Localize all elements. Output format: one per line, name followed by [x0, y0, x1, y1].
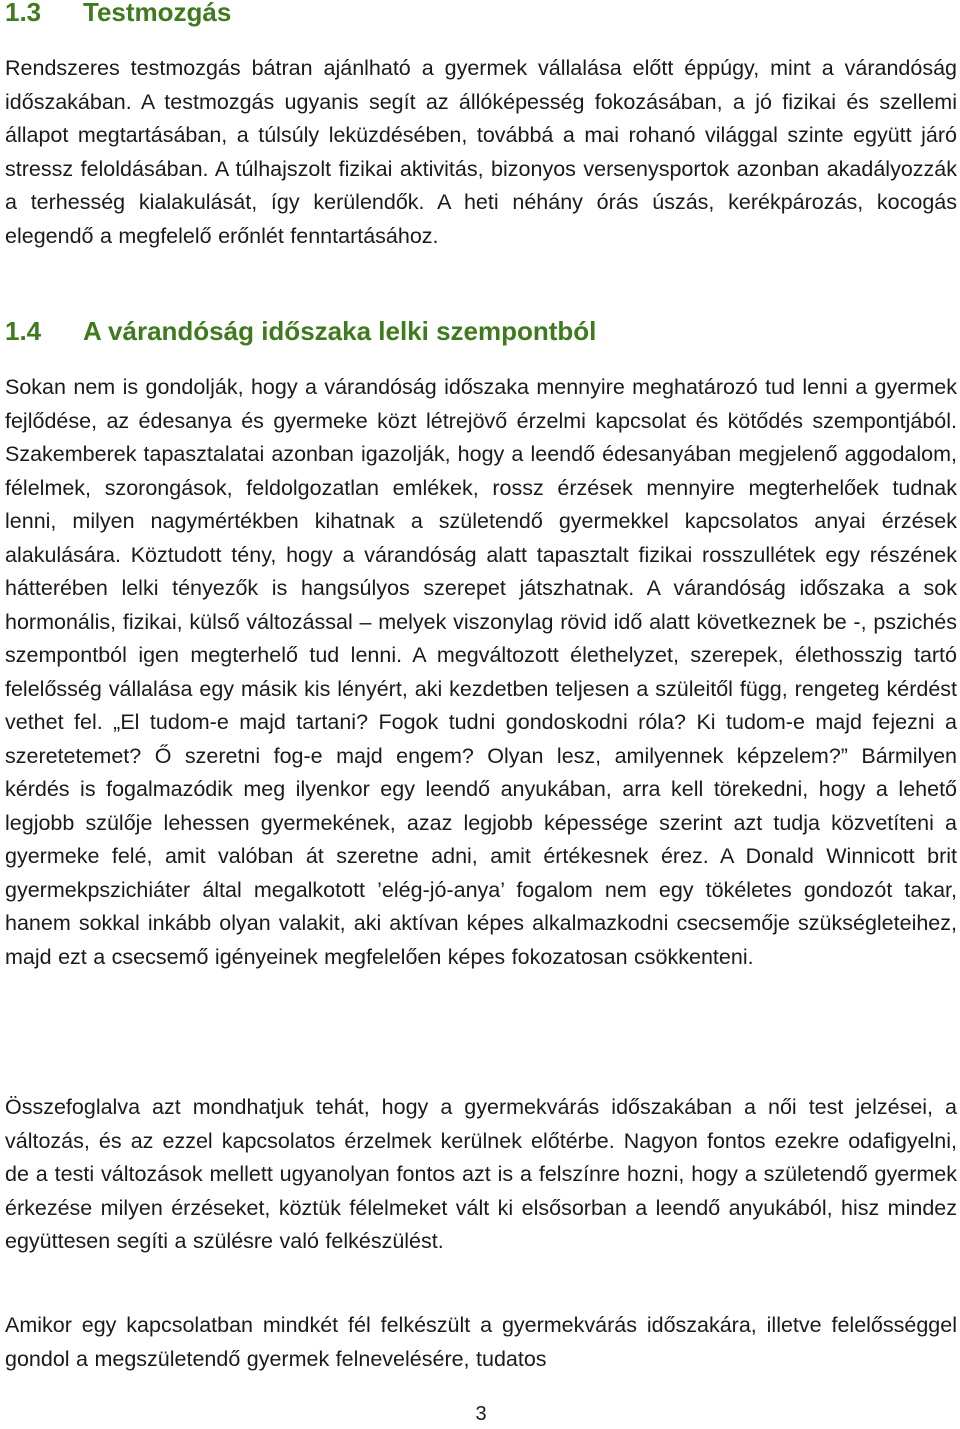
paragraph-lelki-2: Összefoglalva azt mondhatjuk tehát, hogy a gyermekvárás időszakában a női test jelzései, a változás, és az ezzel kapcsolatos érzelmek kerülnek előtérbe. Nagyon fontos ezekre odafigyelni, de a testi változások mellett ugyanolyan fontos azt is a felszínre hozni, hogy a születendő gyermek érkezése milyen érzéseket, köztük félelmeket vált ki elsősorban a leendő anyukából, hisz mindez együttesen segíti a szülésre való felkészülést.: [5, 1095, 957, 1253]
section-number: 1.3: [5, 0, 42, 27]
section-number: 1.4: [5, 316, 42, 346]
paragraph-testmozgas: Rendszeres testmozgás bátran ajánlható a gyermek vállalása előtt éppúgy, mint a várandóság időszakában. A testmozgás ugyanis segít az állóképesség fokozásában, a jó fizikai és szellemi állapot megtartásában, a túlsúly leküzdésében, továbbá a mai rohanó világgal szinte együtt járó stressz feloldásában. A túlhajszolt fizikai aktivitás, bizonyos versenysportok azonban akadályozzák a terhesség kialakulását, így kerülendők. A heti néhány órás úszás, kerékpározás, kocogás elegendő a megfelelő erőnlét fenntartásához.: [5, 56, 957, 248]
page-number: 3: [475, 1403, 487, 1425]
section-title: A várandóság időszaka lelki szempontból: [83, 316, 597, 346]
document-page: [5, 0, 957, 1429]
section-heading-lelki: [5, 316, 596, 346]
section-title: Testmozgás: [83, 0, 232, 27]
section-heading-testmozgas: [5, 0, 231, 27]
paragraph-lelki-3: Amikor egy kapcsolatban mindkét fél felkészült a gyermekvárás időszakára, illetve felelősséggel gondol a megszületendő gyermek felnevelésére, tudatos: [5, 1313, 957, 1371]
paragraph-lelki-1: Sokan nem is gondolják, hogy a várandóság időszaka mennyire meghatározó tud lenni a gyermek fejlődése, az édesanya és gyermeke közt létrejövő érzelmi kapcsolat és kötődés szempontjából. Szakemberek tapasztalatai azonban igazolják, hogy a leendő édesanyában megjelenő aggodalom, félelmek, szorongások, feldolgozatlan emlékek, rossz érzések mennyire megterhelőek tudnak lenni, milyen nagymértékben kihatnak a születendő gyermekkel kapcsolatos anyai érzések alakulására. Köztudott tény, hogy a várandóság alatt tapasztalt fizikai rosszullétek egy részének hátterében lelki tényezők is hangsúlyos szerepet játszhatnak. A várandóság időszaka a sok hormonális, fizikai, külső változással – melyek viszonylag rövid idő alatt következnek be -, pszichés szempontból igen megterhelő tud lenni. A megváltozott élethelyzet, szerepek, élethosszig tartó felelősség vállalása egy másik kis lényért, aki kezdetben teljesen a szüleitől függ, rengeteg kérdést vethet fel. „El tudom-e majd tartani? Fogok tudni gondoskodni róla? Ki tudom-e majd fejezni a szeretetemet? Ő szeretni fog-e majd engem? Olyan lesz, amilyennek képzelem?” Bármilyen kérdés is fogalmazódik meg ilyenkor egy leendő anyukában, arra kell törekedni, hogy a lehető legjobb szülője lehessen gyermekének, azaz legjobb képessége szerint azt tudja közvetíteni a gyermeke felé, amit valóban át szeretne adni, amit értékesnek érez. A Donald Winnicott brit gyermekpszichiáter által megalkotott ’elég-jó-anya’ fogalom nem egy tökéletes gondozót takar, hanem sokkal inkább olyan valakit, aki aktívan képes alkalmazkodni csecsemője szükségleteihez, majd ezt a csecsemő igényeinek megfelelően képes fokozatosan csökkenteni.: [5, 375, 957, 969]
